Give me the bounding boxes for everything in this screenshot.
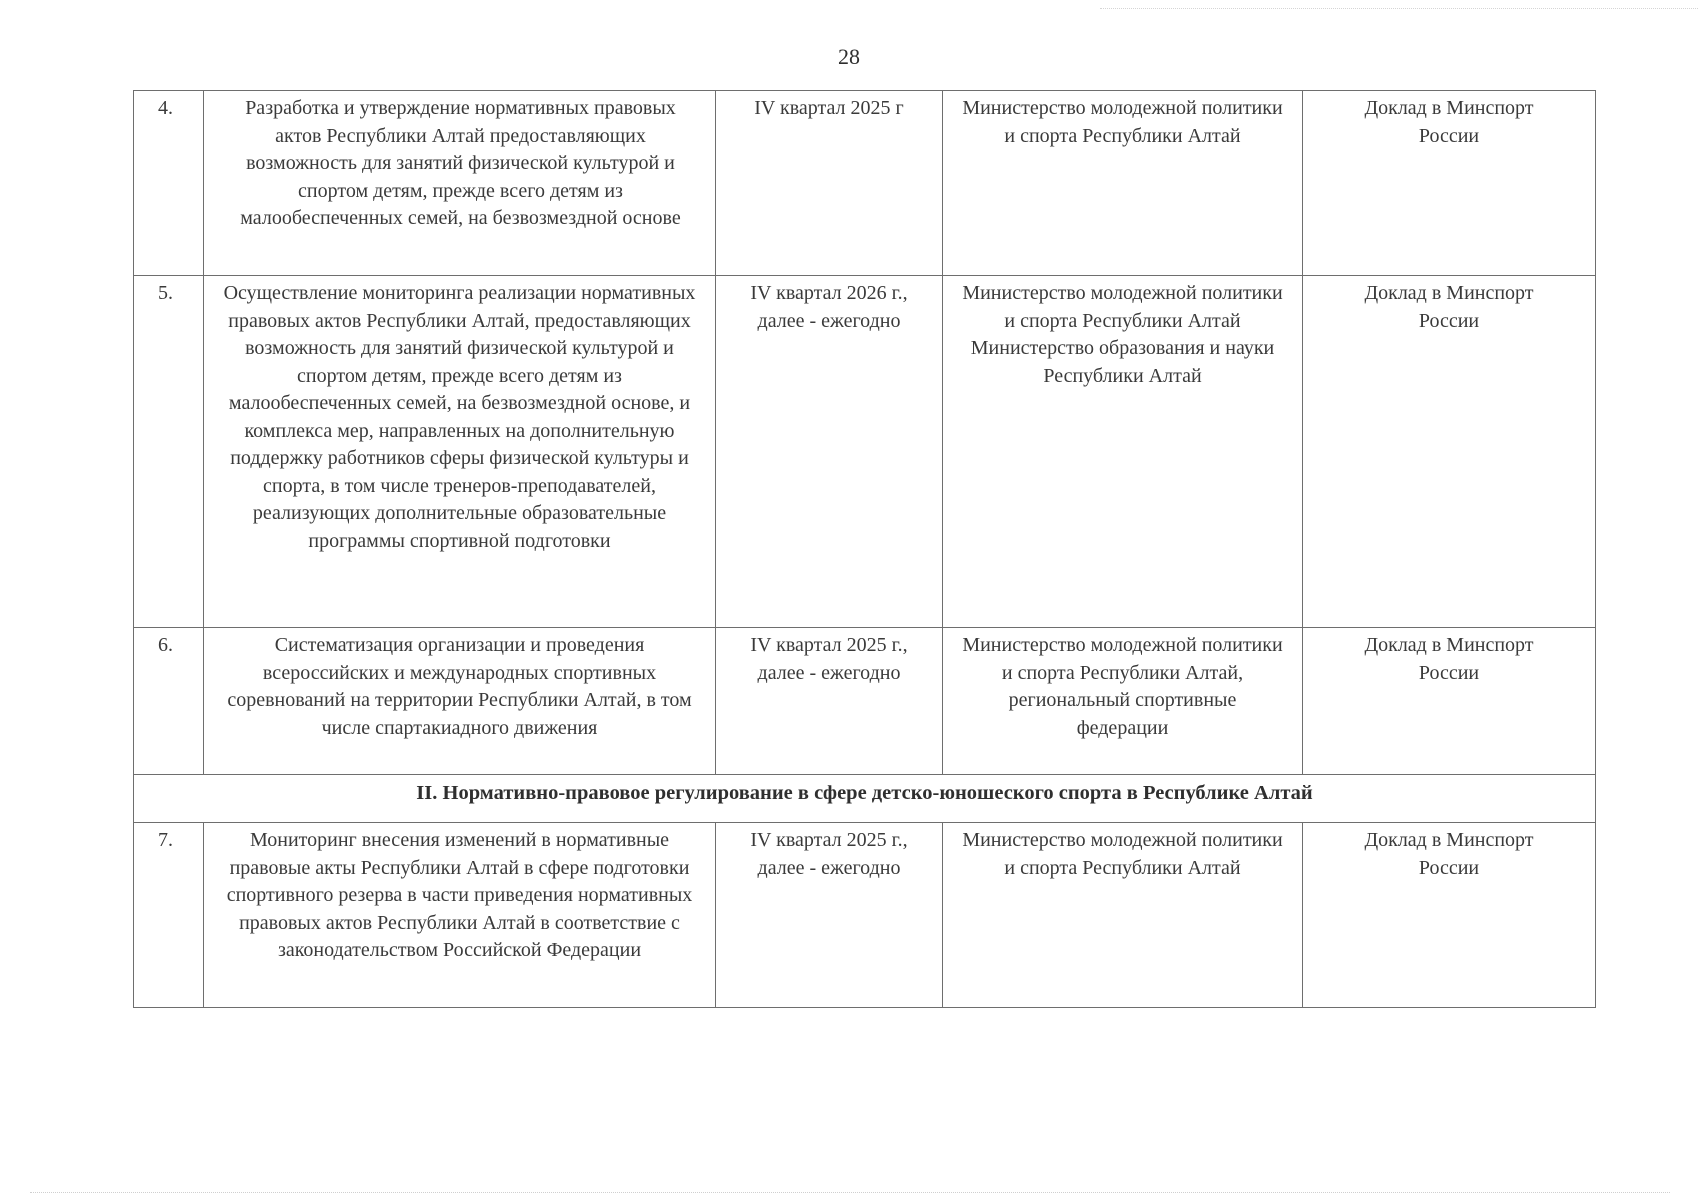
- responsible-cell: Министерство молодежной политики и спорта Республики Алтай: [943, 91, 1303, 276]
- result-cell: Доклад в Минспорт России: [1303, 91, 1596, 276]
- row-number: 5.: [134, 276, 204, 628]
- row-number: 4.: [134, 91, 204, 276]
- scan-edge-line: [30, 1192, 1670, 1193]
- activity-cell: Разработка и утверждение нормативных правовых актов Республики Алтай предоставляющих возможность для занятий физической культурой и спортом детям, прежде всего детям из малообеспеченных семей, на безвозмездной основе: [204, 91, 716, 276]
- scan-edge-line: [1100, 8, 1698, 9]
- deadline-cell: IV квартал 2026 г., далее - ежегодно: [716, 276, 943, 628]
- activity-cell: Осуществление мониторинга реализации нормативных правовых актов Республики Алтай, предоставляющих возможность для занятий физической культурой и спортом детям, прежде всего детям из малообеспеченных семей, на безвозмездной основе, и комплекса мер, направленных на дополнительную поддержку работников сферы физической культуры и спорта, в том числе тренеров-преподавателей, реализующих дополнительные образовательные программы спортивной подготовки: [204, 276, 716, 628]
- responsible-cell: Министерство молодежной политики и спорта Республики Алтай Министерство образования и науки Республики Алтай: [943, 276, 1303, 628]
- section-header-row: [134, 775, 1596, 823]
- result-cell: Доклад в Минспорт России: [1303, 276, 1596, 628]
- row-number: 7.: [134, 823, 204, 1008]
- responsible-cell: Министерство молодежной политики и спорта Республики Алтай: [943, 823, 1303, 1008]
- section-title: II. Нормативно-правовое регулирование в сфере детско-юношеского спорта в Республике Алтай: [134, 775, 1596, 823]
- table-row: [134, 276, 1596, 628]
- result-cell: Доклад в Минспорт России: [1303, 628, 1596, 775]
- table-row: [134, 91, 1596, 276]
- action-plan-table: [133, 90, 1596, 1008]
- table-row: [134, 628, 1596, 775]
- page-number: 28: [838, 44, 860, 69]
- activity-cell: Систематизация организации и проведения всероссийских и международных спортивных соревнований на территории Республики Алтай, в том числе спартакиадного движения: [204, 628, 716, 775]
- deadline-cell: IV квартал 2025 г: [716, 91, 943, 276]
- activity-cell: Мониторинг внесения изменений в нормативные правовые акты Республики Алтай в сфере подготовки спортивного резерва в части приведения нормативных правовых актов Республики Алтай в соответствие с законодательством Российской Федерации: [204, 823, 716, 1008]
- row-number: 6.: [134, 628, 204, 775]
- result-cell: Доклад в Минспорт России: [1303, 823, 1596, 1008]
- table-row: [134, 823, 1596, 1008]
- deadline-cell: IV квартал 2025 г., далее - ежегодно: [716, 823, 943, 1008]
- deadline-cell: IV квартал 2025 г., далее - ежегодно: [716, 628, 943, 775]
- responsible-cell: Министерство молодежной политики и спорта Республики Алтай, региональный спортивные федерации: [943, 628, 1303, 775]
